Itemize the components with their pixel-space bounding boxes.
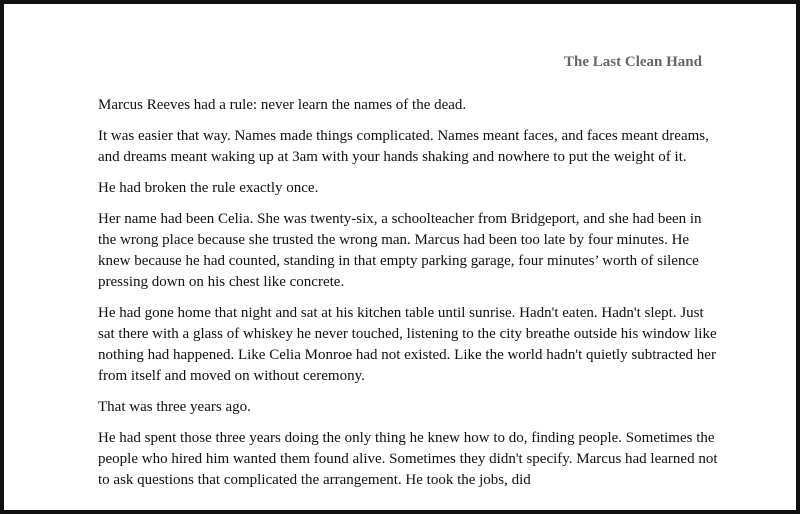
document-body[interactable] — [98, 95, 718, 501]
document-page[interactable] — [4, 4, 796, 510]
paragraph: He had gone home that night and sat at his kitchen table until sunrise. Hadn't eaten. Hadn't slept. Just sat there with a glass of whiskey he never touched, listening to the city breathe outside his window like nothing had happened. Like Celia Monroe had not existed. Like the world hadn't quietly subtracted her from itself and moved on without ceremony. — [98, 305, 717, 384]
paragraph: That was three years ago. — [98, 399, 251, 415]
page-header-title: The Last Clean Hand — [564, 54, 702, 70]
bottom-border — [0, 510, 800, 514]
paragraph: It was easier that way. Names made things complicated. Names meant faces, and faces meant dreams, and dreams meant waking up at 3am with your hands shaking and nowhere to put the weight of it. — [98, 128, 709, 165]
paragraph: Her name had been Celia. She was twenty-six, a schoolteacher from Bridgeport, and she had been in the wrong place because she trusted the wrong man. Marcus had been too late by four minutes. He knew because he had counted, standing in that empty parking garage, four minutes’ worth of silence pressing down on his chest like concrete. — [98, 211, 702, 290]
paragraph: He had broken the rule exactly once. — [98, 180, 319, 196]
paragraph-text: He had spent those three years doing the only thing he knew how to do, finding people. Sometimes the people who hired him wanted them found alive. Sometimes they didn't specify. Marcus had learned not to ask questions that complicated the arrangement. He took the jobs, did — [98, 430, 718, 488]
paragraph — [98, 428, 718, 491]
paragraph: Marcus Reeves had a rule: never learn the names of the dead. — [98, 97, 467, 113]
